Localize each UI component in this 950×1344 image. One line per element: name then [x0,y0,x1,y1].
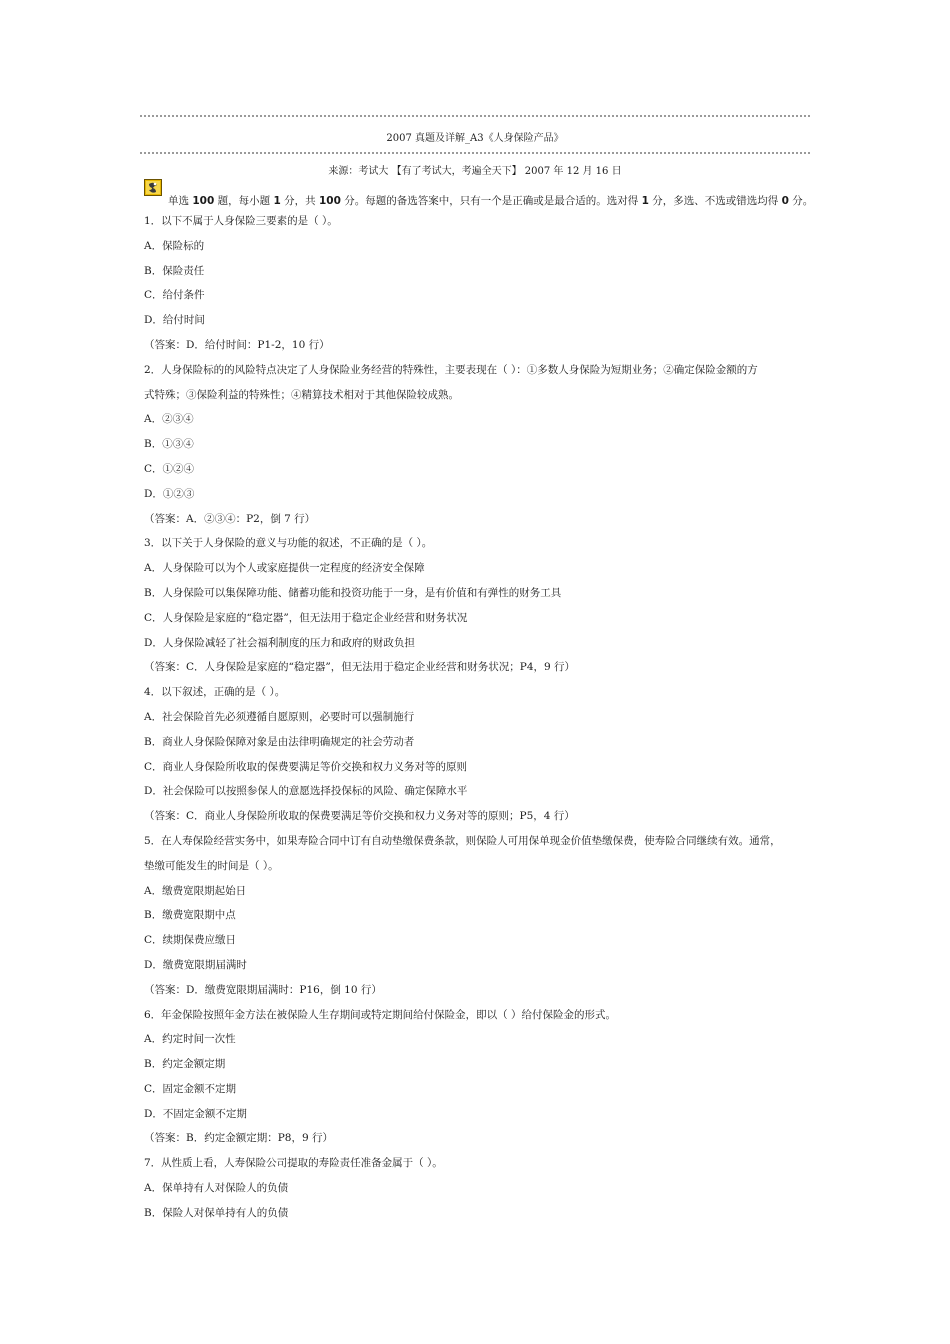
source-line: 来源：考试大 【有了考试大，考遍全天下】 2007 年 12 月 16 日 [328,166,622,177]
option-d: D．社会保险可以按照参保人的意愿选择投保标的风险、确定保障水平 [144,785,468,798]
answer-6: （答案：B．约定金额定期：P8，9 行） [144,1132,333,1145]
question-6: 6．年金保险按照年金方法在被保险人生存期间或特定期间给付保险金，即以（ ）给付保险金的形式。 [144,1008,617,1021]
answer-1: （答案：D．给付时间：P1-2，10 行） [144,338,330,351]
option-a: A．社会保险首先必须遵循自愿原则，必要时可以强制施行 [144,710,415,723]
option-d: D．人身保险减轻了社会福利制度的压力和政府的财政负担 [144,636,415,649]
question-7: 7．从性质上看，人寿保险公司提取的寿险责任准备金属于（ ）。 [144,1157,443,1170]
question-1: 1．以下不属于人身保险三要素的是（ ）。 [144,215,338,227]
question-5-line-2: 垫缴可能发生的时间是（ ）。 [144,859,279,872]
option-c: C．续期保费应缴日 [144,934,237,947]
option-b: B．约定金额定期 [144,1058,226,1071]
option-d: D．不固定金额不定期 [144,1107,247,1120]
option-a: A．缴费宽限期起始日 [144,884,247,897]
option-b: B．保险责任 [144,264,205,277]
option-b: B．缴费宽限期中点 [144,909,236,922]
answer-5: （答案：D．缴费宽限期届满时：P16，倒 10 行） [144,983,382,996]
document-title: 2007 真题及详解_A3《人身保险产品》 [386,133,564,144]
bottom-divider [140,152,810,154]
option-c: C．商业人身保险所收取的保费要满足等价交换和权力义务对等的原则 [144,760,468,773]
option-d: D．①②③ [144,487,195,500]
option-b: B．人身保险可以集保障功能、储蓄功能和投资功能于一身，是有价值和有弹性的财务工具 [144,586,562,599]
top-divider [140,115,810,117]
site-logo-icon [144,179,162,196]
question-2-line-1: 2．人身保险标的的风险特点决定了人身保险业务经营的特殊性，主要表现在（ ）：①多数人身保险为短期业务；②确定保险金额的方 [144,363,758,376]
answer-2: （答案：A．②③④：P2，倒 7 行） [144,512,316,525]
option-c: C．给付条件 [144,289,205,302]
option-b: B．①③④ [144,438,194,451]
option-b: B．商业人身保险保障对象是由法律明确规定的社会劳动者 [144,735,415,748]
answer-4: （答案：C．商业人身保险所收取的保费要满足等价交换和权力义务对等的原则；P5，4 行） [144,810,575,823]
option-c: C．人身保险是家庭的“稳定器”，但无法用于稳定企业经营和财务状况 [144,611,468,624]
intro-instructions: 单选 100 题，每小题 1 分，共 100 分。每题的备选答案中，只有一个是正确或是最合适的。选对得 1 分，多选、不选或错选均得 0 分。 [168,195,814,207]
option-d: D．给付时间 [144,314,205,327]
answer-3: （答案：C．人身保险是家庭的“稳定器”，但无法用于稳定企业经营和财务状况；P4，9 行） [144,661,576,674]
option-a: A．保单持有人对保险人的负债 [144,1182,289,1195]
option-a: A．②③④ [144,413,194,426]
option-c: C．固定金额不定期 [144,1082,237,1095]
option-b: B．保险人对保单持有人的负债 [144,1206,289,1219]
option-a: A．保险标的 [144,239,205,252]
question-list [144,213,814,1230]
question-2-line-2: 式特殊；③保险利益的特殊性；④精算技术相对于其他保险较成熟。 [144,388,459,401]
question-5-line-1: 5．在人寿保险经营实务中，如果寿险合同中订有自动垫缴保费条款，则保险人可用保单现金价值垫缴保费，使寿险合同继续有效。通常， [144,834,781,847]
question-4: 4．以下叙述，正确的是（ ）。 [144,686,286,699]
option-a: A．人身保险可以为个人或家庭提供一定程度的经济安全保障 [144,562,425,575]
option-a: A．约定时间一次性 [144,1033,236,1046]
question-3: 3．以下关于人身保险的意义与功能的叙述，不正确的是（ ）。 [144,537,433,550]
option-d: D．缴费宽限期届满时 [144,958,247,971]
option-c: C．①②④ [144,462,195,475]
